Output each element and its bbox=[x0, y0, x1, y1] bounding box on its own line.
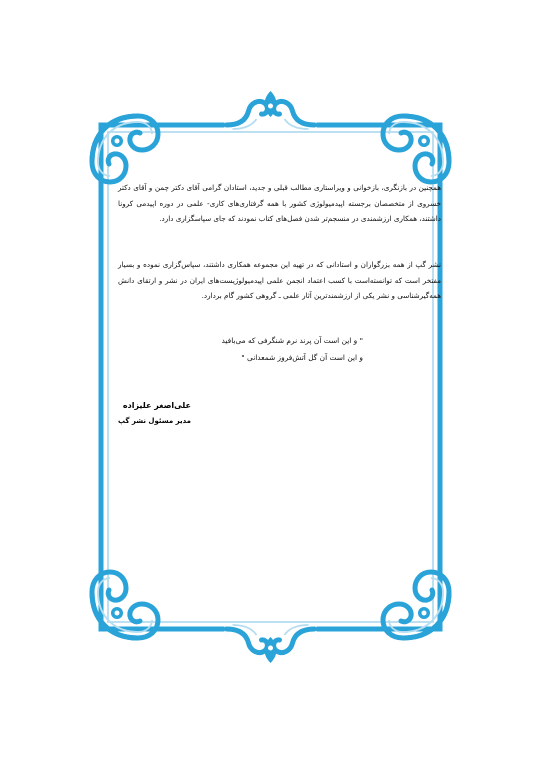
signature-name: علی‌اصغر علیزاده bbox=[122, 401, 191, 410]
paragraph-text: همچنین در بازنگری، بازخوانی و ویراستاری مطالب قبلی و جدید، استادان گرامی آقای دکتر چمن و آقای دکتر خسروی از متخصصان برجسته اپیدمیولوژی کشور با همه گرفتاری‌های کاری- علمی در دوره اپیدمی کرونا داشتند، همکاری ارزشمندی در منسجم‌تر شدن فصل‌های کتاب نمودند که جای سپاسگزاری دارد. bbox=[118, 183, 441, 223]
paragraph-acknowledgement-editors bbox=[118, 180, 441, 227]
paragraph-acknowledgement-publisher bbox=[118, 257, 441, 304]
signature-role: مدیر مسئول نشر گپ bbox=[117, 417, 191, 425]
poem-quote bbox=[222, 332, 363, 366]
poem-line-2: و این است آن گل آتش‌فروز شمعدانی " bbox=[241, 353, 363, 362]
paragraph-text: نشر گپ از همه بزرگواران و استادانی که در تهیه این مجموعه همکاری داشتند، سپاس‌گزاری نموده و بسیار مفتخر است که توانسته‌است با کسب اعتماد انجمن علمی اپیدمیولوژیست‌های ایران در نشر و ارتقای دانش همه‌گیرشناسی و نشر یکی از ارزشمندترین آثار علمی ـ گروهی کشور گام بردارد. bbox=[118, 260, 441, 300]
poem-line-1: " و این است آن پرند نرم شنگرفی که می‌بافید bbox=[221, 336, 363, 345]
bottom-center-ornament bbox=[225, 624, 317, 663]
top-center-ornament bbox=[225, 91, 317, 130]
